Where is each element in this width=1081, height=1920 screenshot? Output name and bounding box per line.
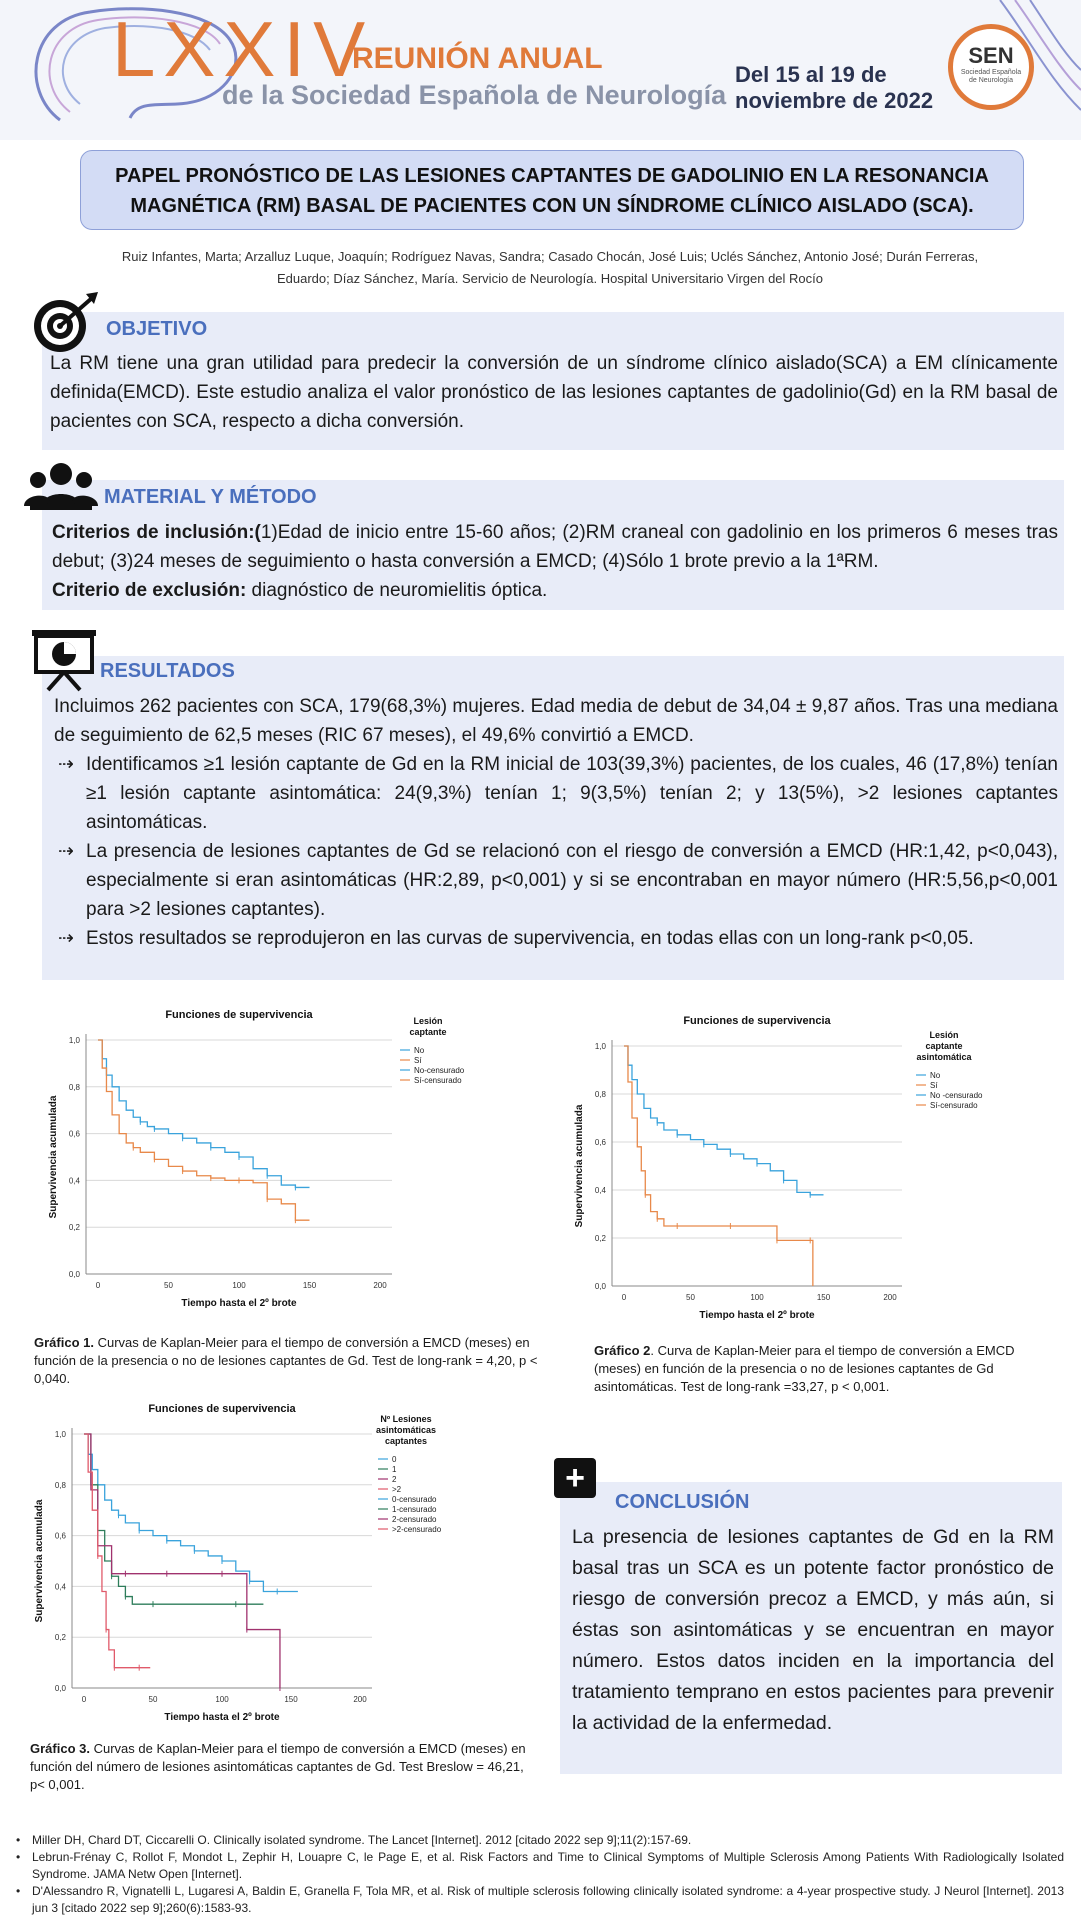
y-tick-label: 0,2	[594, 1234, 606, 1243]
society-name: de la Sociedad Española de Neurología	[222, 80, 727, 110]
legend-title: Nº Lesiones	[380, 1414, 432, 1424]
x-tick-label: 50	[148, 1695, 158, 1704]
conclusion-text: La presencia de lesiones captantes de Gd en la RM basal tras un SCA es un potente factor pronóstico de riesgo de conversión precoz a EMCD, y más aún, si éstas son asintomáticas y se encuentran en mayor número. Estos datos inciden en la importancia del tratamiento temprano en estos pacientes para prevenir la actividad de la enfermedad.	[572, 1526, 1054, 1734]
caption-label: Gráfico 3.	[30, 1741, 90, 1756]
reference-item	[14, 1883, 1064, 1917]
legend-title: asintomática	[916, 1052, 972, 1062]
bullet-text: La presencia de lesiones captantes de Gd se relacionó con el riesgo de conversión a EMCD (HR:1,42, p<0,043), especialmente si eran asintomáticas (HR:2,89, p<0,001) y si se encontraban en mayor número (HR:5,56,p<0,001 para >2 lesiones captantes).	[86, 841, 1058, 920]
objetivo-text: La RM tiene una gran utilidad para predecir la conversión de un síndrome clínico aislado(SCA) a EM clínicamente definida(EMCD). Este estudio analiza el valor pronóstico de las lesiones captantes de gadolinio(Gd) en la RM basal de pacientes con SCA, respecto a dicha conversión.	[50, 353, 1058, 432]
edition-number: LXXIV	[112, 5, 374, 93]
date-line-1: Del 15 al 19 de	[735, 62, 887, 87]
bullet-dot: •	[16, 1850, 21, 1864]
x-axis-label: Tiempo hasta el 2º brote	[699, 1310, 815, 1321]
km-chart-2-svg	[560, 1004, 1060, 1334]
target-icon	[30, 292, 102, 354]
legend-label: No-censurado	[414, 1066, 465, 1075]
series-line-Sí	[98, 1040, 310, 1220]
legend-label: 1	[392, 1465, 397, 1474]
x-tick-label: 0	[95, 1281, 101, 1290]
y-tick-label: 0,6	[68, 1129, 80, 1139]
y-tick-label: 0,4	[54, 1582, 66, 1592]
legend-title: captante	[925, 1041, 963, 1051]
legend-label: No	[414, 1046, 425, 1055]
arrow-icon: ⇢	[58, 841, 74, 862]
material-title: MATERIAL Y MÉTODO	[104, 486, 317, 508]
legend-label: Sí-censurado	[414, 1076, 462, 1085]
km-chart-1	[28, 996, 558, 1331]
legend-label: 1-censurado	[392, 1505, 437, 1514]
inclusion-text: 1)Edad de inicio entre 15-60 años; (2)RM craneal con gadolinio en los primeros 6 meses tras debut; (3)24 meses de seguimiento o hasta conversión a EMCD; (4)Sólo 1 brote previo a la 1ªRM.	[52, 522, 1058, 572]
x-tick-label: 150	[302, 1281, 317, 1290]
legend-label: Sí	[930, 1081, 938, 1090]
exclusion-text: diagnóstico de neuromielitis óptica.	[246, 580, 548, 601]
bullet-text: Identificamos ≥1 lesión captante de Gd en la RM inicial de 103(39,3%) pacientes, de los cuales, 46 (17,8%) tenían ≥1 lesión captante asintomática: 24(9,3%) tenían 1; 9(3,5%) tenían 2; y 13(5%), >2 lesiones captantes asintomáticas.	[86, 754, 1058, 833]
caption-text: Curvas de Kaplan-Meier para el tiempo de conversión a EMCD (meses) en función de la presencia o no de lesiones captantes de Gd. Test de long-rank = 4,20, p < 0,040.	[34, 1335, 538, 1386]
y-tick-label: 0,4	[594, 1186, 606, 1195]
caption-label: Gráfico 1.	[34, 1335, 94, 1350]
reference-text: D'Alessandro R, Vignatelli L, Lugaresi A, Baldin E, Granella F, Tola MR, et al. Risk of multiple sclerosis following clinically isolated syndrome: a 4-year prospective study. J Neurol [Internet]. 2013 jun 3 [citado 2022 sep 9];260(6):1583-93.	[32, 1884, 1064, 1915]
x-tick-label: 200	[373, 1281, 387, 1290]
y-tick-label: 0,0	[54, 1684, 66, 1693]
title-line-2: MAGNÉTICA (RM) BASAL DE PACIENTES CON UN SÍNDROME CLÍNICO AISLADO (SCA).	[130, 195, 974, 217]
sen-logo-subtext: Sociedad Española de Neurología	[960, 69, 1022, 84]
objetivo-title: OBJETIVO	[106, 318, 208, 340]
meeting-name: REUNIÓN ANUAL	[352, 42, 603, 75]
x-tick-label: 0	[81, 1695, 87, 1704]
congress-header	[0, 0, 1081, 140]
authors	[80, 246, 1020, 290]
arrow-icon: ⇢	[58, 928, 74, 949]
legend-title: Lesión	[413, 1016, 443, 1026]
series-line-Sí	[624, 1046, 813, 1286]
legend-title: captante	[409, 1027, 447, 1037]
x-tick-label: 0	[621, 1293, 627, 1302]
legend-title: captantes	[384, 1436, 428, 1446]
sen-logo	[948, 24, 1034, 110]
authors-line-1: Ruiz Infantes, Marta; Arzalluz Luque, Joaquín; Rodríguez Navas, Sandra; Casado Chocán, José Luis; Uclés Sánchez, Antonio José; Durán Ferreras,	[121, 249, 979, 264]
bullet-dot: •	[16, 1884, 21, 1898]
people-group-icon	[24, 460, 98, 514]
resultados-title: RESULTADOS	[100, 660, 235, 682]
legend-label: Sí-censurado	[930, 1101, 978, 1110]
bullet-dot: •	[16, 1833, 21, 1847]
resultados-bullet	[54, 924, 1058, 953]
legend-label: No -censurado	[930, 1091, 983, 1100]
caption-label: Gráfico 2	[594, 1343, 651, 1358]
arrow-icon: ⇢	[58, 754, 74, 775]
resultados-text	[54, 692, 1058, 953]
chart-3-caption	[30, 1740, 530, 1794]
references	[14, 1832, 1064, 1917]
x-tick-label: 100	[215, 1695, 229, 1704]
y-axis-label: Supervivencia acumulada	[574, 1104, 585, 1228]
y-tick-label: 0,8	[594, 1090, 606, 1099]
x-tick-label: 50	[164, 1281, 173, 1290]
y-tick-label: 0,8	[68, 1082, 80, 1092]
series-line-0	[84, 1434, 298, 1591]
poster-title	[80, 150, 1024, 230]
chart-title: Funciones de supervivencia	[165, 1009, 313, 1021]
x-tick-label: 100	[232, 1281, 246, 1290]
km-chart-2	[560, 1004, 1060, 1339]
legend-label: 2-censurado	[392, 1515, 437, 1524]
x-tick-label: 100	[750, 1293, 764, 1302]
y-tick-label: 0,4	[68, 1176, 80, 1186]
inclusion-label: Criterios de inclusión:	[52, 522, 255, 543]
exclusion-label: Criterio de exclusión:	[52, 580, 247, 601]
y-tick-label: 0,2	[68, 1223, 80, 1233]
y-tick-label: 1,0	[594, 1042, 606, 1051]
reference-text: Miller DH, Chard DT, Ciccarelli O. Clinically isolated syndrome. The Lancet [Internet]. 2012 [citado 2022 sep 9];11(2):157-69.	[32, 1833, 692, 1847]
legend-label: >2-censurado	[392, 1525, 442, 1534]
plus-icon: +	[554, 1458, 596, 1498]
chart-1-caption	[34, 1334, 544, 1388]
sen-logo-text: SEN	[968, 43, 1014, 68]
material-text	[52, 518, 1058, 605]
legend-label: No	[930, 1071, 941, 1080]
conclusion-title: CONCLUSIÓN	[615, 1491, 750, 1513]
series-line-1	[84, 1434, 263, 1604]
x-tick-label: 50	[686, 1293, 695, 1302]
y-tick-label: 1,0	[68, 1036, 80, 1045]
y-tick-label: 0,6	[54, 1531, 66, 1541]
x-axis-label: Tiempo hasta el 2º brote	[181, 1298, 297, 1309]
legend-label: 2	[392, 1475, 397, 1484]
x-axis-label: Tiempo hasta el 2º brote	[164, 1712, 280, 1723]
caption-text: Curvas de Kaplan-Meier para el tiempo de conversión a EMCD (meses) en función del número de lesiones asintomáticas captantes de Gd. Test Breslow = 46,21, p< 0,001.	[30, 1741, 526, 1792]
date-line-2: noviembre de 2022	[735, 88, 934, 113]
title-line-1: PAPEL PRONÓSTICO DE LAS LESIONES CAPTANTES DE GADOLINIO EN LA RESONANCIA	[115, 165, 989, 187]
authors-line-2: Eduardo; Díaz Sánchez, María. Servicio de Neurología. Hospital Universitario Virgen del Rocío	[276, 271, 824, 286]
reference-text: Lebrun-Frénay C, Rollot F, Mondot L, Zephir H, Louapre C, le Page E, et al. Risk Factors and Time to Clinical Symptoms of Multiple Sclerosis Among Patients With Radiologically Isolated Syndrome. JAMA Netw Open [Internet].	[32, 1850, 1064, 1881]
x-tick-label: 200	[883, 1293, 897, 1302]
reference-item	[14, 1832, 1064, 1849]
exclusion-criteria	[52, 576, 1058, 605]
y-axis-label: Supervivencia acumulada	[48, 1095, 59, 1219]
resultados-bullet	[54, 837, 1058, 924]
legend-label: 0-censurado	[392, 1495, 437, 1504]
chart-title: Funciones de supervivencia	[148, 1403, 296, 1415]
inclusion-paren: (	[254, 522, 261, 543]
resultados-bullet	[54, 750, 1058, 837]
series-line-No	[624, 1046, 824, 1195]
legend-label: 0	[392, 1455, 397, 1464]
km-chart-3-svg	[18, 1394, 538, 1734]
y-tick-label: 0,0	[68, 1270, 80, 1279]
bullet-text: Estos resultados se reprodujeron en las curvas de supervivencia, en todas ellas con un long-rank p<0,05.	[86, 928, 974, 949]
chart-2-caption	[594, 1342, 1054, 1396]
caption-text: . Curva de Kaplan-Meier para el tiempo de conversión a EMCD (meses) en función de la presencia o no de lesiones captantes de Gd asintomáticas. Test de long-rank =33,27, p < 0,001.	[594, 1343, 1015, 1394]
y-tick-label: 0,8	[54, 1480, 66, 1490]
y-axis-label: Supervivencia acumulada	[34, 1499, 45, 1623]
km-chart-1-svg	[28, 996, 558, 1326]
chart-title: Funciones de supervivencia	[683, 1015, 831, 1027]
series-line-No	[98, 1040, 310, 1187]
km-chart-3	[18, 1394, 538, 1739]
legend-label: Sí	[414, 1056, 422, 1065]
y-tick-label: 0,0	[594, 1282, 606, 1291]
y-tick-label: 0,6	[594, 1138, 606, 1147]
legend-label: >2	[392, 1485, 402, 1494]
x-tick-label: 150	[284, 1695, 298, 1704]
legend-title: asintomáticas	[375, 1425, 437, 1435]
resultados-intro: Incluimos 262 pacientes con SCA, 179(68,3%) mujeres. Edad media de debut de 34,04 ± 9,87 años. Tras una mediana de seguimiento de 62,5 meses (RIC 67 meses), el 49,6% convirtió a EMCD.	[54, 696, 1058, 746]
presentation-chart-icon	[30, 628, 98, 692]
legend-title: Lesión	[929, 1030, 959, 1040]
reference-item	[14, 1849, 1064, 1883]
x-tick-label: 200	[353, 1695, 367, 1704]
y-tick-label: 1,0	[54, 1430, 66, 1439]
y-tick-label: 0,2	[54, 1633, 66, 1643]
x-tick-label: 150	[816, 1293, 831, 1302]
inclusion-criteria	[52, 518, 1058, 576]
